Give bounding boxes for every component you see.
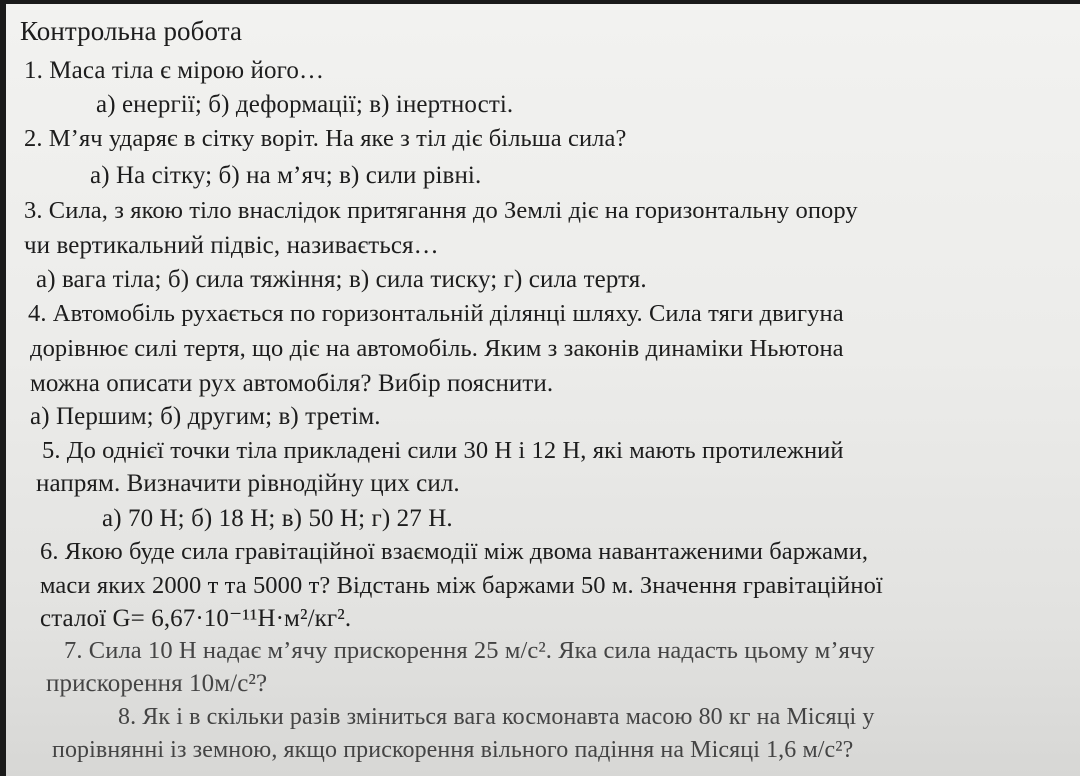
question-8-line-2: порівнянні із земною, якщо прискорення вільного падіння на Місяці 1,6 м/с²? (52, 737, 854, 763)
question-5-options: а) 70 Н; б) 18 Н; в) 50 Н; г) 27 Н. (102, 505, 453, 532)
question-2: 2. М’яч ударяє в сітку воріт. На яке з тіл діє більша сила? (24, 125, 627, 152)
question-4-line-1: 4. Автомобіль рухається по горизонтальній ділянці шляху. Сила тяги двигуна (28, 300, 844, 327)
question-4-line-3: можна описати рух автомобіля? Вибір пояснити. (30, 370, 554, 397)
question-7-line-1: 7. Сила 10 Н надає м’ячу прискорення 25 м/с². Яка сила надасть цьому м’ячу (64, 637, 875, 664)
question-5-line-2: напрям. Визначити рівнодійну цих сил. (36, 470, 460, 497)
question-4-options: а) Першим; б) другим; в) третім. (30, 403, 381, 430)
question-8-line-1: 8. Як і в скільки разів зміниться вага космонавта масою 80 кг на Місяці у (118, 704, 875, 730)
question-3-options: а) вага тіла; б) сила тяжіння; в) сила тиску; г) сила тертя. (36, 266, 647, 293)
question-6-line-1: 6. Якою буде сила гравітаційної взаємодії між двома навантаженими баржами, (40, 538, 869, 565)
question-3-line-1: 3. Сила, з якою тіло внаслідок притягання до Землі діє на горизонтальну опору (24, 197, 858, 224)
question-3-line-2: чи вертикальний підвіс, називається… (24, 232, 439, 259)
question-1: 1. Маса тіла є мірою його… (24, 57, 325, 84)
question-4-line-2: дорівнює силі тертя, що діє на автомобіль. Яким з законів динаміки Ньютона (30, 335, 844, 362)
question-5-line-1: 5. До однієї точки тіла прикладені сили 30 Н і 12 Н, які мають протилежний (42, 437, 844, 464)
question-1-options: а) енергії; б) деформації; в) інертності. (96, 91, 514, 118)
question-6-line-2: маси яких 2000 т та 5000 т? Відстань між баржами 50 м. Значення гравітаційної (40, 572, 883, 599)
question-6-line-3: сталої G= 6,67·10⁻¹¹Н·м²/кг². (40, 605, 352, 632)
worksheet-page (6, 4, 1080, 776)
question-2-options: а) На сітку; б) на м’яч; в) сили рівні. (90, 162, 482, 189)
page-title: Контрольна робота (20, 16, 243, 46)
question-7-line-2: прискорення 10м/с²? (46, 670, 268, 697)
